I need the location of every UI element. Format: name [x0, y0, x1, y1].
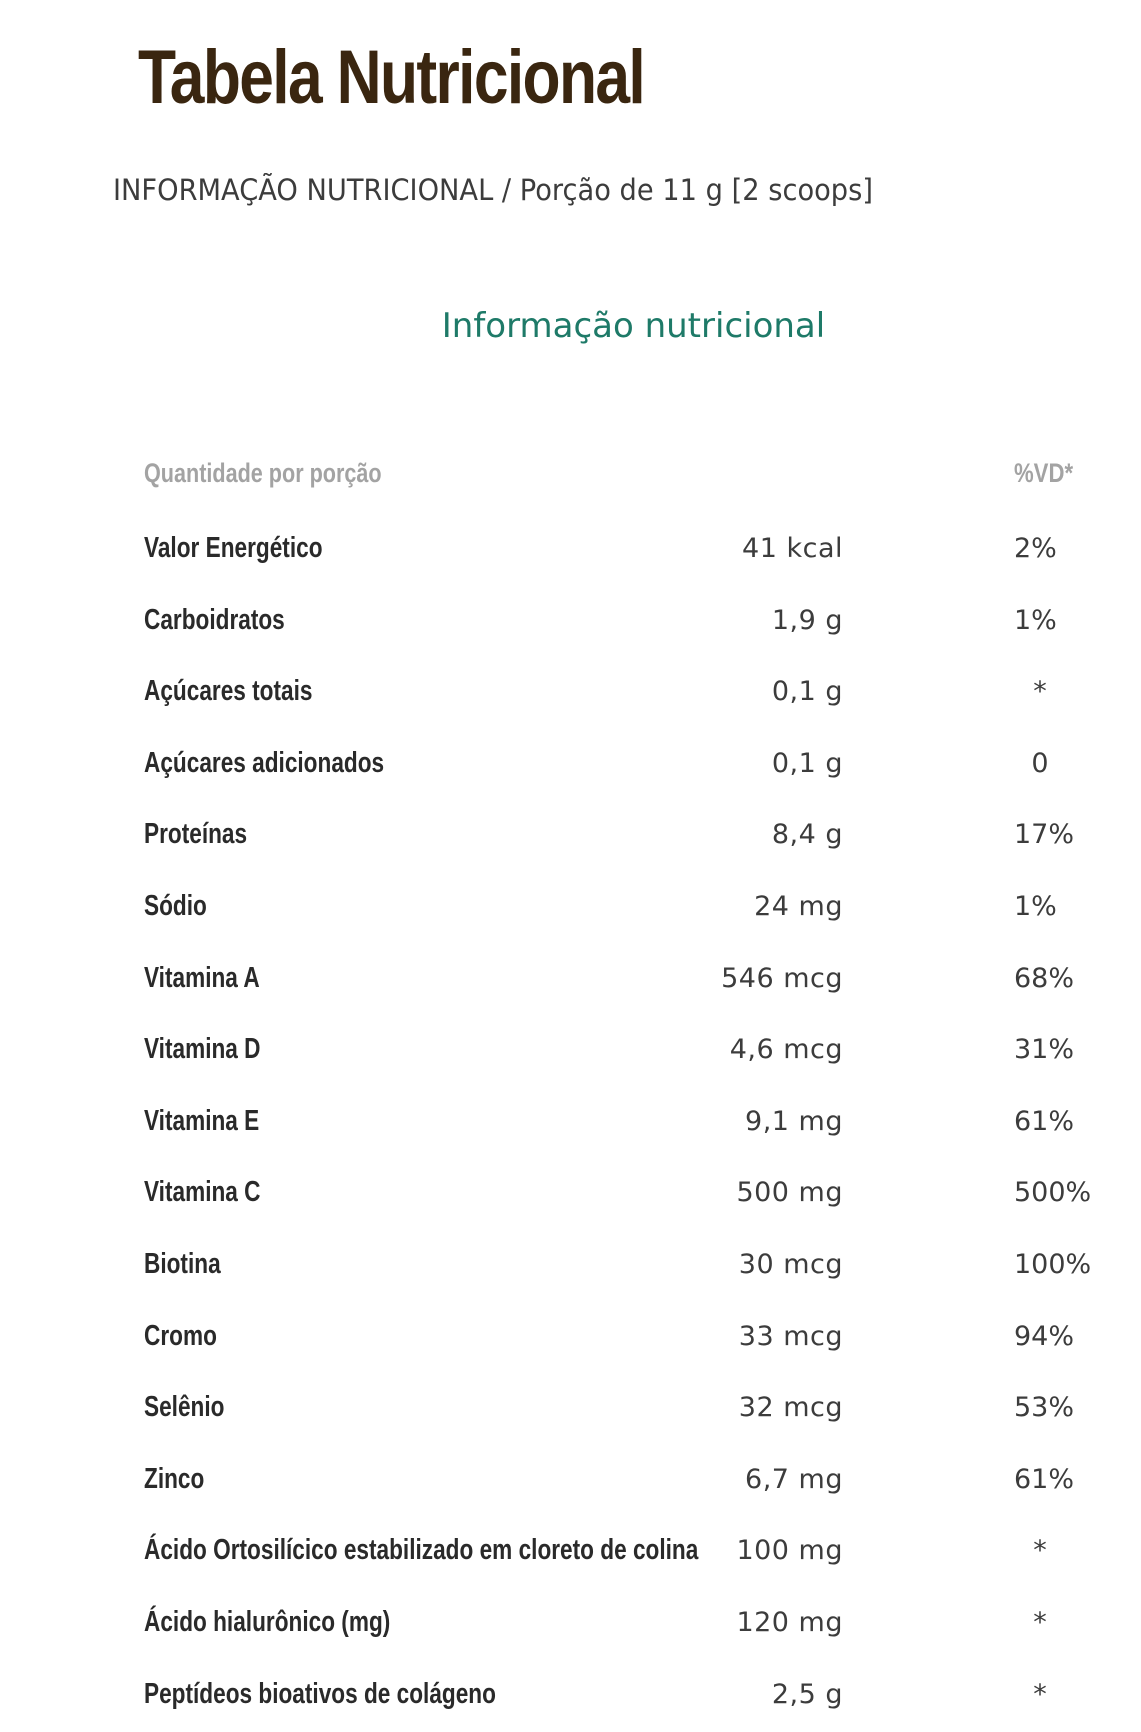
nutrient-name: Cromo [144, 1320, 217, 1352]
nutrient-amount: 100 mg [736, 1535, 843, 1566]
nutrient-vd: 61% [1014, 1106, 1075, 1137]
table-row [0, 1240, 1141, 1300]
nutrient-vd: 0 [1031, 748, 1049, 779]
nutrient-amount: 30 mcg [738, 1249, 843, 1280]
nutrient-name: Açúcares adicionados [144, 747, 385, 779]
nutrient-name: Valor Energético [144, 532, 323, 564]
nutrient-vd: 53% [1014, 1392, 1075, 1423]
nutrient-name: Ácido hialurônico (mg) [144, 1606, 391, 1638]
table-header-row [0, 452, 1141, 502]
nutrient-name: Selênio [144, 1391, 225, 1423]
nutrient-vd: 1% [1014, 605, 1057, 636]
nutrient-name: Proteínas [144, 818, 248, 850]
nutrient-amount: 6,7 mg [745, 1464, 843, 1495]
table-row [0, 1526, 1141, 1586]
nutrient-name: Vitamina C [144, 1176, 261, 1208]
nutrient-amount: 33 mcg [738, 1321, 843, 1352]
nutrient-vd: 1% [1014, 891, 1057, 922]
nutrient-name: Sódio [144, 890, 207, 922]
nutrient-vd: * [1033, 1679, 1047, 1710]
column-header-quantity: Quantidade por porção [144, 458, 382, 488]
table-row [0, 524, 1141, 584]
table-row [0, 1025, 1141, 1085]
table-row [0, 810, 1141, 870]
nutrient-name: Vitamina E [144, 1105, 260, 1137]
nutrient-amount: 546 mcg [721, 963, 843, 994]
table-row [0, 1598, 1141, 1658]
column-header-vd: %VD* [1014, 458, 1074, 488]
nutrient-vd: * [1033, 1607, 1047, 1638]
nutrient-amount: 41 kcal [742, 533, 843, 564]
table-row [0, 739, 1141, 799]
nutrient-vd: 94% [1014, 1321, 1075, 1352]
table-row [0, 1383, 1141, 1443]
nutrient-amount: 1,9 g [771, 605, 843, 636]
table-row [0, 1312, 1141, 1372]
nutrient-name: Biotina [144, 1248, 221, 1280]
nutrient-amount: 9,1 mg [745, 1106, 843, 1137]
nutrient-amount: 4,6 mcg [729, 1034, 843, 1065]
table-row [0, 1455, 1141, 1515]
serving-info: INFORMAÇÃO NUTRICIONAL / Porção de 11 g [2 scoops] [113, 173, 873, 207]
nutrient-name: Carboidratos [144, 604, 285, 636]
nutrient-vd: * [1033, 1535, 1047, 1566]
table-row [0, 1097, 1141, 1157]
nutrient-amount: 2,5 g [771, 1679, 843, 1710]
nutrient-name: Zinco [144, 1463, 205, 1495]
nutrient-name: Ácido Ortosilícico estabilizado em cloreto de colina [144, 1534, 699, 1566]
table-row [0, 882, 1141, 942]
nutrient-name: Peptídeos bioativos de colágeno [144, 1678, 496, 1710]
page-title: Tabela Nutricional [138, 35, 645, 120]
nutrient-name: Açúcares totais [144, 675, 313, 707]
table-row [0, 1168, 1141, 1228]
nutrient-vd: 2% [1014, 533, 1057, 564]
nutrient-vd: 100% [1014, 1249, 1092, 1280]
section-title: Informação nutricional [441, 306, 826, 346]
nutrient-name: Vitamina D [144, 1033, 261, 1065]
nutrient-amount: 0,1 g [771, 748, 843, 779]
nutrient-vd: 61% [1014, 1464, 1075, 1495]
table-row [0, 596, 1141, 656]
nutrient-amount: 32 mcg [738, 1392, 843, 1423]
table-row [0, 1670, 1141, 1730]
nutrient-amount: 24 mg [754, 891, 843, 922]
nutrient-vd: 17% [1014, 819, 1075, 850]
nutrient-vd: * [1033, 676, 1047, 707]
nutrient-amount: 8,4 g [771, 819, 843, 850]
table-row [0, 954, 1141, 1014]
nutrient-vd: 500% [1014, 1177, 1092, 1208]
nutrient-amount: 0,1 g [771, 676, 843, 707]
nutrient-vd: 31% [1014, 1034, 1075, 1065]
nutrient-name: Vitamina A [144, 962, 260, 994]
nutrient-amount: 120 mg [736, 1607, 843, 1638]
table-row [0, 667, 1141, 727]
nutrient-amount: 500 mg [736, 1177, 843, 1208]
nutrient-vd: 68% [1014, 963, 1075, 994]
